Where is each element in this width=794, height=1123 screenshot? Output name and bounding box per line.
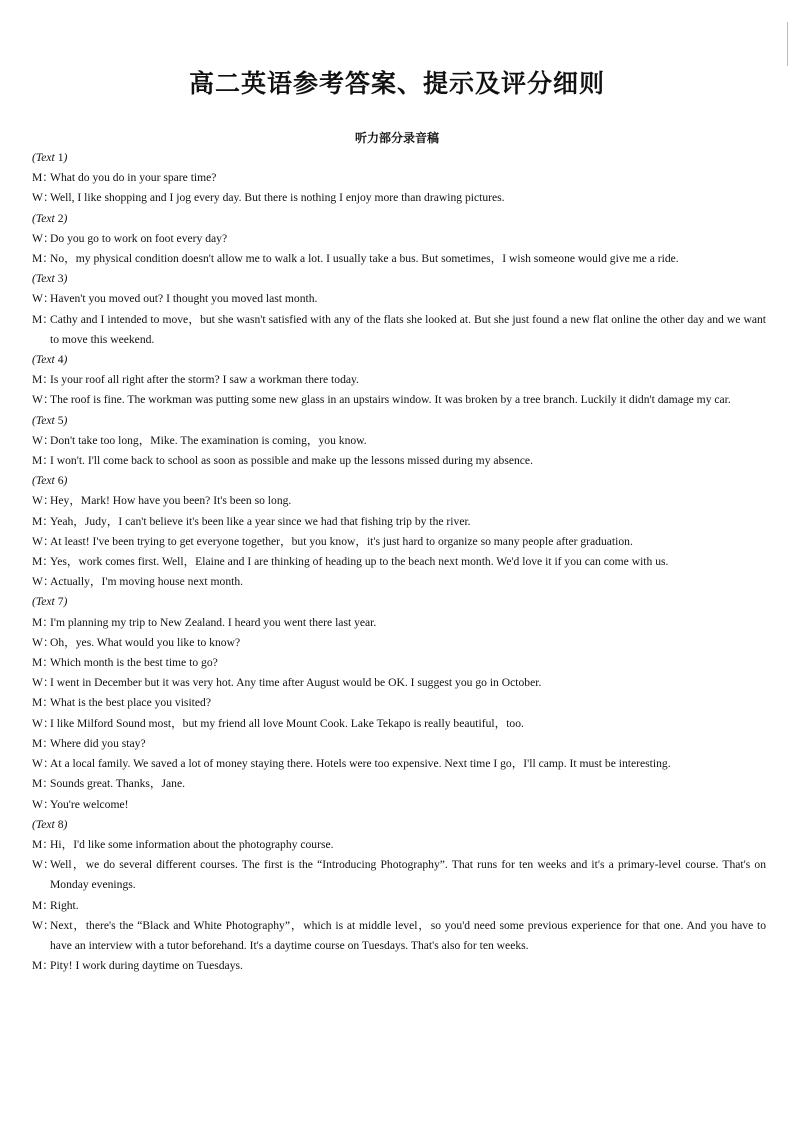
speaker-label: W：: [32, 575, 55, 589]
speaker-label: M：: [32, 777, 54, 791]
speaker-label: M：: [32, 171, 54, 185]
text-marker-number: 3: [57, 272, 64, 286]
text-marker-word: Text: [35, 474, 55, 488]
dialogue-text: Actually，I'm moving house next month.: [50, 575, 244, 589]
dialogue-text: Oh，yes. What would you like to know?: [50, 635, 241, 649]
speaker-label: M：: [32, 615, 54, 629]
dialogue-text: I went in December but it was very hot. Any time after August would be OK. I suggest you go in October.: [50, 676, 542, 690]
speaker-label: W：: [32, 433, 55, 447]
text-marker-number: 1: [57, 151, 64, 164]
dialogue-text: No，my physical condition doesn't allow me to walk a lot. I usually take a bus. But sometimes，I wish someone would give me a ride.: [50, 252, 679, 266]
speaker-label: W：: [32, 494, 55, 508]
text-marker-number: 2: [57, 211, 64, 225]
text-marker-number: 7: [57, 595, 64, 609]
dialogue-line: [32, 795, 766, 815]
dialogue-line: [32, 249, 766, 269]
dialogue-line: [32, 956, 766, 976]
dialogue-line: [32, 896, 766, 916]
speaker-label: M：: [32, 736, 54, 750]
dialogue-line: [32, 370, 766, 390]
text-marker: (Text 8): [32, 817, 68, 831]
dialogue-text: I'm planning my trip to New Zealand. I heard you went there last year.: [50, 615, 377, 629]
text-marker: (Text 4): [32, 353, 68, 367]
speaker-label: M：: [32, 514, 54, 528]
dialogue-line: [32, 734, 766, 754]
dialogue-line: [32, 289, 766, 309]
page-edge-mark: [779, 22, 788, 66]
dialogue-line: [32, 855, 766, 895]
dialogue-text: What do you do in your spare time?: [50, 171, 217, 185]
speaker-label: W：: [32, 858, 55, 872]
dialogue-text: I like Milford Sound most，but my friend all love Mount Cook. Lake Tekapo is really beautiful，too.: [50, 716, 524, 730]
speaker-label: W：: [32, 676, 55, 690]
dialogue-line: [32, 168, 766, 188]
dialogue-line: [32, 491, 766, 511]
dialogue-line: [32, 431, 766, 451]
dialogue-line: [32, 653, 766, 673]
text-marker: (Text 6): [32, 474, 68, 488]
dialogue-text: Sounds great. Thanks，Jane.: [50, 777, 186, 791]
dialogue-line: [32, 310, 766, 350]
dialogue-line: [32, 512, 766, 532]
text-marker-word: Text: [35, 272, 55, 286]
text-marker: (Text 1): [32, 151, 68, 164]
dialogue-line: [32, 633, 766, 653]
text-marker-word: Text: [35, 413, 55, 427]
speaker-label: M：: [32, 959, 54, 973]
dialogue-line: [32, 613, 766, 633]
dialogue-text: At a local family. We saved a lot of money staying there. Hotels were too expensive. Next time I go，I'll camp. It must be interesting.: [50, 757, 671, 771]
text-marker-word: Text: [35, 151, 55, 164]
text-marker-number: 4: [57, 353, 64, 367]
dialogue-text: You're welcome!: [50, 797, 129, 811]
speaker-label: W：: [32, 797, 55, 811]
text-marker-word: Text: [35, 595, 55, 609]
speaker-label: W：: [32, 918, 55, 932]
dialogue-line: [32, 451, 766, 471]
text-marker-number: 6: [57, 474, 64, 488]
dialogue-line: [32, 754, 766, 774]
dialogue-text: Haven't you moved out? I thought you moved last month.: [50, 292, 318, 306]
text-marker-number: 8: [57, 817, 64, 831]
speaker-label: M：: [32, 696, 54, 710]
dialogue-text: Hi，I'd like some information about the photography course.: [50, 837, 334, 851]
dialogue-text: Well, I like shopping and I jog every day. But there is nothing I enjoy more than drawing pictures.: [50, 191, 505, 205]
dialogue-text: Yes，work comes first. Well，Elaine and I are thinking of heading up to the beach next month. We'd love it if you can come with us.: [50, 555, 669, 569]
dialogue-line: [32, 390, 766, 410]
dialogue-line: [32, 835, 766, 855]
dialogue-text: What is the best place you visited?: [50, 696, 211, 710]
dialogue-line: [32, 673, 766, 693]
text-marker: (Text 7): [32, 595, 68, 609]
speaker-label: M：: [32, 373, 54, 387]
dialogue-text: Cathy and I intended to move，but she wasn't satisfied with any of the flats she looked at. But she just found a new flat online the other day and we want to move this weekend.: [50, 312, 766, 346]
speaker-label: M：: [32, 656, 54, 670]
speaker-label: W：: [32, 716, 55, 730]
text-marker-word: Text: [35, 817, 55, 831]
text-marker: (Text 5): [32, 413, 68, 427]
dialogue-text: Next，there's the “Black and White Photography”，which is at middle level，so you'd need some previous experience for that one. And you have to have an interview with a tutor beforehand. It's a daytime course on Tuesdays. That's also for ten weeks.: [50, 918, 766, 952]
dialogue-text: Don't take too long，Mike. The examination is coming，you know.: [50, 433, 367, 447]
speaker-label: W：: [32, 231, 55, 245]
text-marker-word: Text: [35, 353, 55, 367]
speaker-label: W：: [32, 534, 55, 548]
speaker-label: W：: [32, 191, 55, 205]
dialogue-line: [32, 693, 766, 713]
speaker-label: M：: [32, 252, 54, 266]
dialogue-text: I won't. I'll come back to school as soon as possible and make up the lessons missed during my absence.: [50, 454, 533, 468]
dialogue-text: Do you go to work on foot every day?: [50, 231, 228, 245]
speaker-label: M：: [32, 898, 54, 912]
speaker-label: M：: [32, 312, 54, 326]
dialogue-line: [32, 714, 766, 734]
dialogue-text: Where did you stay?: [50, 736, 146, 750]
dialogue-line: [32, 552, 766, 572]
text-marker: (Text 2): [32, 211, 68, 225]
speaker-label: M：: [32, 837, 54, 851]
dialogue-line: [32, 774, 766, 794]
dialogue-text: Which month is the best time to go?: [50, 656, 218, 670]
dialogue-line: [32, 532, 766, 552]
dialogue-line: [32, 188, 766, 208]
speaker-label: M：: [32, 555, 54, 569]
speaker-label: W：: [32, 635, 55, 649]
speaker-label: W：: [32, 393, 55, 407]
speaker-label: W：: [32, 292, 55, 306]
dialogue-line: [32, 229, 766, 249]
dialogue-text: At least! I've been trying to get everyone together，but you know，it's just hard to organize so many people after graduation.: [50, 534, 633, 548]
dialogue-text: Pity! I work during daytime on Tuesdays.: [50, 959, 243, 973]
page-title: 高二英语参考答案、提示及评分细则: [188, 69, 605, 98]
dialogue-text: Is your roof all right after the storm? I saw a workman there today.: [50, 373, 359, 387]
dialogue-text: Well，we do several different courses. The first is the “Introducing Photography”. That runs for ten weeks and it's a primary-level course. That's on Monday evenings.: [50, 858, 766, 892]
dialogue-text: Hey，Mark! How have you been? It's been so long.: [50, 494, 292, 508]
listening-transcript: [32, 148, 766, 976]
speaker-label: W：: [32, 757, 55, 771]
dialogue-text: Yeah，Judy，I can't believe it's been like a year since we had that fishing trip by the river.: [50, 514, 471, 528]
text-marker: (Text 3): [32, 272, 68, 286]
dialogue-line: [32, 572, 766, 592]
dialogue-line: [32, 916, 766, 956]
text-marker-word: Text: [35, 211, 55, 225]
section-subtitle: 听力部分录音稿: [354, 131, 439, 145]
text-marker-number: 5: [57, 413, 64, 427]
dialogue-text: The roof is fine. The workman was putting some new glass in an upstairs window. It was broken by a tree branch. Luckily it didn't damage my car.: [50, 393, 731, 407]
dialogue-text: Right.: [50, 898, 79, 912]
speaker-label: M：: [32, 454, 54, 468]
